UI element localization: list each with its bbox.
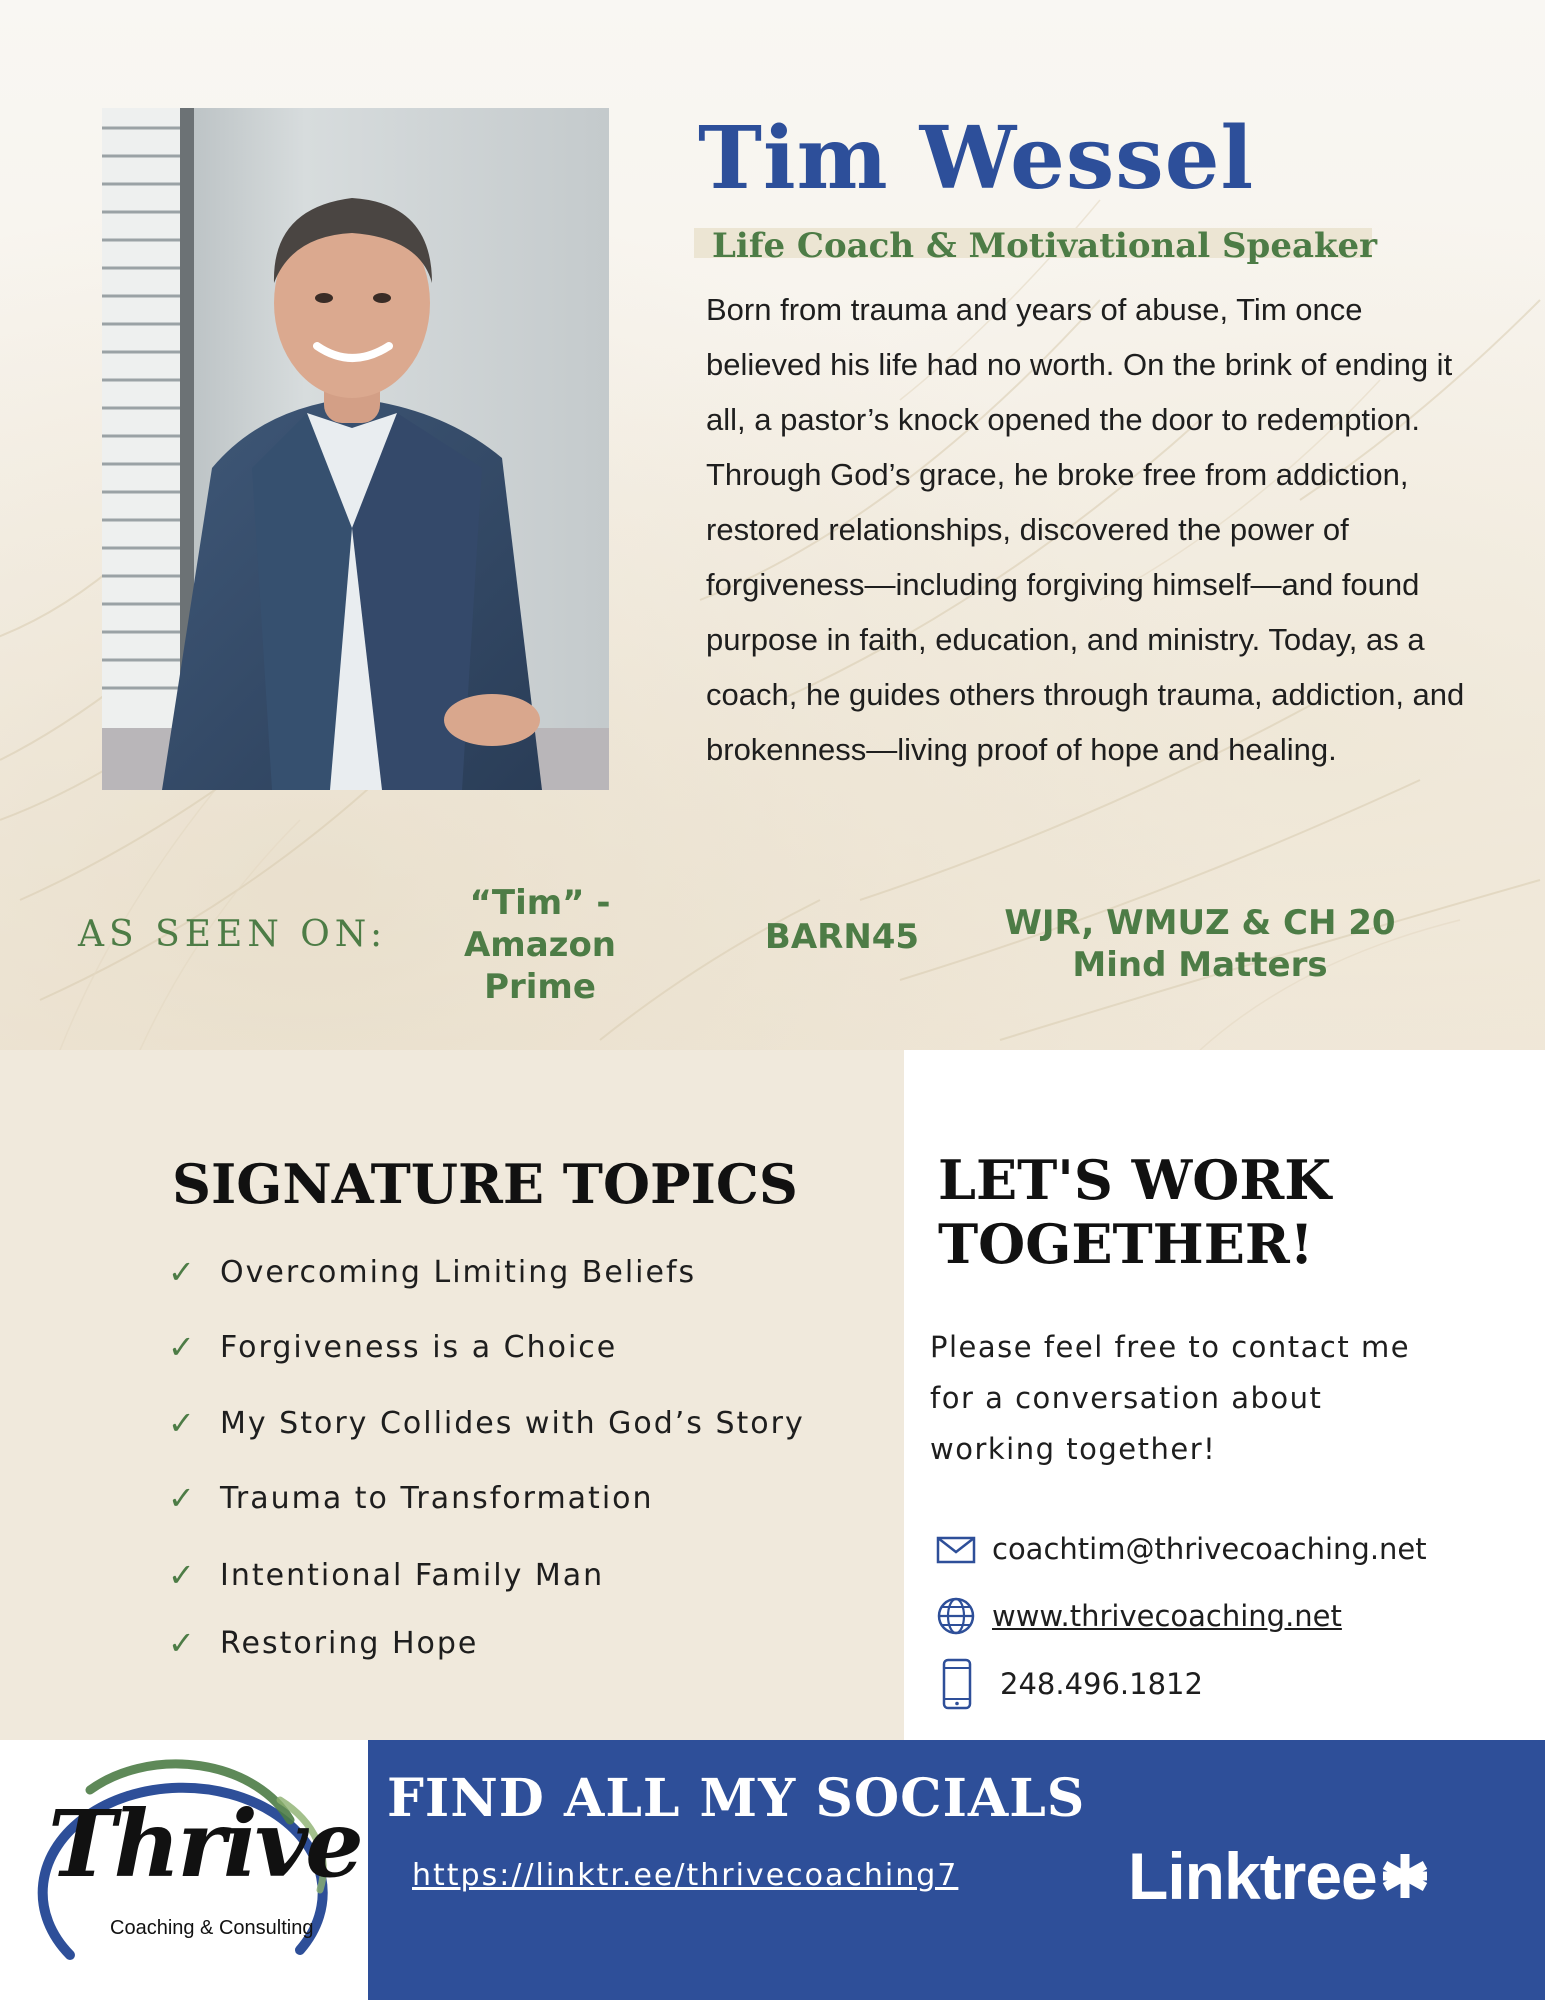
checkmark-icon: ✓ xyxy=(168,1624,197,1662)
signature-topics-title: SIGNATURE TOPICS xyxy=(172,1152,798,1216)
contact-email-row[interactable] xyxy=(936,1532,1427,1566)
socials-title: FIND ALL MY SOCIALS xyxy=(387,1768,1086,1829)
topic-item xyxy=(168,1328,617,1366)
seen-on-item-amazon: “Tim” - Amazon Prime xyxy=(463,883,617,1007)
globe-icon xyxy=(936,1596,992,1636)
linktree-wordmark: Linktree xyxy=(1128,1839,1377,1913)
contact-email[interactable]: coachtim@thrivecoaching.net xyxy=(992,1532,1427,1566)
topic-item xyxy=(168,1404,805,1442)
checkmark-icon: ✓ xyxy=(168,1404,197,1442)
as-seen-on-label: AS SEEN ON: xyxy=(78,914,388,955)
linktree-asterisk-icon xyxy=(1379,1850,1431,1902)
checkmark-icon: ✓ xyxy=(168,1328,197,1366)
topic-item xyxy=(168,1624,478,1662)
contact-phone[interactable]: 248.496.1812 xyxy=(1000,1667,1203,1701)
checkmark-icon: ✓ xyxy=(168,1479,197,1517)
topic-label: Trauma to Transformation xyxy=(220,1480,654,1516)
topic-item xyxy=(168,1479,654,1517)
contact-website-link[interactable]: www.thrivecoaching.net xyxy=(992,1599,1342,1633)
topic-label: Restoring Hope xyxy=(220,1625,479,1661)
contact-description: Please feel free to contact me for a conversation about working together! xyxy=(930,1330,1411,1466)
linktree-logo[interactable] xyxy=(1128,1838,1431,1914)
seen-on-item-radio: WJR, WMUZ & CH 20 Mind Matters xyxy=(1004,903,1396,985)
contact-title: LET'S WORK TOGETHER! xyxy=(938,1148,1332,1276)
logo-tagline: Coaching & Consulting xyxy=(110,1917,314,1939)
bio-paragraph: Born from trauma and years of abuse, Tim once believed his life had no worth. On the brink of ending it all, a pastor’s knock opened the door to redemption. Through God’s grace, he broke free from addiction, restored relationships, discovered the power of forgiveness—including forgiving himself—and found purpose in faith, education, and ministry. Today, as a coach, he guides others through trauma, addiction, and brokenness—living proof of hope and healing. xyxy=(706,292,1465,767)
speaker-name: Tim Wessel xyxy=(698,108,1255,209)
seen-on-item-barn45: BARN45 xyxy=(764,917,920,957)
contact-phone-row[interactable] xyxy=(936,1658,1203,1710)
topic-item xyxy=(168,1556,604,1594)
checkmark-icon: ✓ xyxy=(168,1556,197,1594)
topic-label: My Story Collides with God’s Story xyxy=(220,1405,805,1441)
topic-item xyxy=(168,1253,696,1291)
logo-wordmark: Thrive xyxy=(48,1790,361,1898)
phone-icon xyxy=(936,1658,992,1710)
linktree-url-link[interactable]: https://linktr.ee/thrivecoaching7 xyxy=(412,1858,959,1893)
portrait-photo xyxy=(102,108,609,790)
contact-website-row[interactable] xyxy=(936,1596,1342,1636)
topic-label: Intentional Family Man xyxy=(220,1557,605,1593)
topic-label: Overcoming Limiting Beliefs xyxy=(220,1254,697,1290)
envelope-icon xyxy=(936,1534,992,1564)
topic-label: Forgiveness is a Choice xyxy=(220,1329,618,1365)
checkmark-icon: ✓ xyxy=(168,1253,197,1291)
speaker-subtitle: Life Coach & Motivational Speaker xyxy=(712,226,1378,266)
